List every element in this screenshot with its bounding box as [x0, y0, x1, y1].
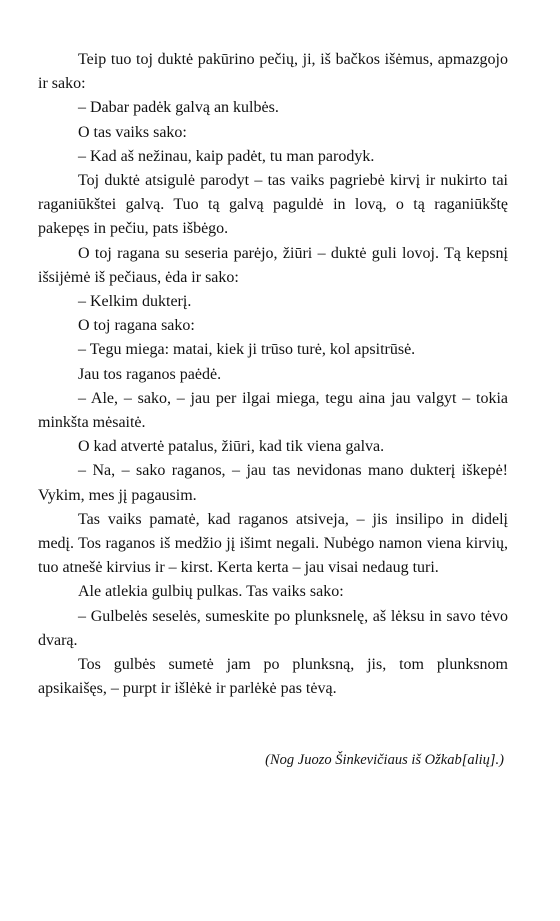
- paragraph: O tas vaiks sako:: [78, 123, 187, 141]
- paragraph: – Na, – sako raganos, – jau tas nevidonas mano dukterį iškepė! Vykim, mes jį pagausim.: [38, 462, 508, 504]
- paragraph: Toj duktė atsigulė parodyt – tas vaiks pagriebė kirvį ir nukirto tai raganiūkštei galvą. Tuo tą galvą paguldė in lovą, o tą raganiūkštę pakepęs in pečiu, pats išbėgo.: [38, 172, 508, 238]
- story-text: [38, 48, 508, 701]
- source-attribution: (Nog Juozo Šinkevičiaus iš Ožkab[alių].): [265, 752, 504, 768]
- paragraph: O toj ragana su seseria parėjo, žiūri – duktė guli lovoj. Tą kepsnį išsijėmė iš pečiaus, ėda ir sako:: [38, 244, 508, 286]
- paragraph: Tas vaiks pamatė, kad raganos atsiveja, – jis insilipo in didelį medį. Tos raganos iš medžio jį išimt negali. Nubėgo namon viena kirvių, tuo atnešė kirvius ir – kirst. Kerta kerta – jau visai nedaug turi.: [38, 510, 508, 577]
- paragraph: O toj ragana sako:: [78, 317, 195, 335]
- paragraph: Jau tos raganos paėdė.: [78, 365, 222, 383]
- paragraph: – Dabar padėk galvą an kulbės.: [78, 99, 279, 117]
- paragraph: – Kad aš nežinau, kaip padėt, tu man parodyk.: [78, 147, 375, 165]
- paragraph: – Tegu miega: matai, kiek ji trūso turė, kol apsitrūsė.: [78, 341, 416, 359]
- paragraph: – Gulbelės seselės, sumeskite po plunksnelę, aš lėksu in savo tėvo dvarą.: [38, 607, 508, 649]
- paragraph: O kad atvertė patalus, žiūri, kad tik viena galva.: [78, 438, 385, 456]
- paragraph: Tos gulbės sumetė jam po plunksną, jis, tom plunksnom apsikaišęs, – purpt ir išlėkė ir parlėkė pas tėvą.: [38, 656, 508, 698]
- paragraph: Teip tuo toj duktė pakūrino pečių, ji, iš bačkos išėmus, apmazgojo ir sako:: [38, 51, 508, 93]
- paragraph: – Kelkim dukterį.: [78, 293, 192, 311]
- paragraph: – Ale, – sako, – jau per ilgai miega, tegu aina jau valgyt – tokia minkšta mėsaitė.: [38, 389, 508, 432]
- paragraph: Ale atlekia gulbių pulkas. Tas vaiks sako:: [78, 583, 344, 601]
